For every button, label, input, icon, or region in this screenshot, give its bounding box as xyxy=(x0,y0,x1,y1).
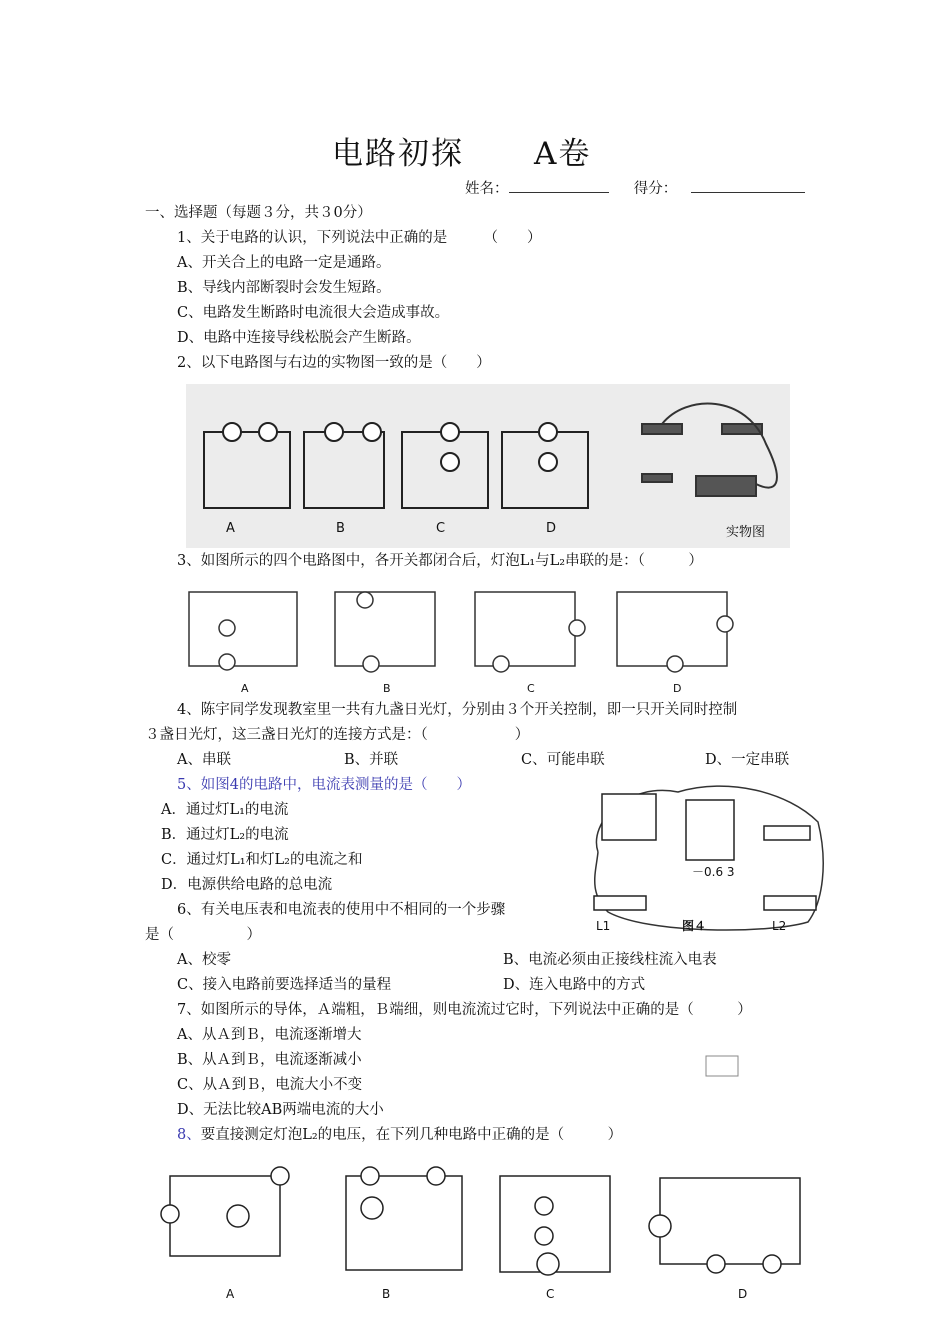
q5-figure-caption: 图４ xyxy=(682,919,707,933)
q3-label-d: D xyxy=(673,682,682,695)
q3-label-c: C xyxy=(527,682,535,695)
q8-label-c: C xyxy=(546,1287,555,1301)
q2-label-a: A xyxy=(226,521,235,536)
q5-option[interactable]: A．通过灯L₁的电流 xyxy=(161,802,289,818)
title-suffix: A卷 xyxy=(534,136,592,172)
page-title xyxy=(332,128,591,173)
q5-meter-label: －0.6 3 xyxy=(692,865,735,879)
q6-option[interactable]: C、接入电路前要选择适当的量程 xyxy=(177,977,392,993)
q7-option[interactable]: D、无法比较AB两端电流的大小 xyxy=(177,1102,384,1118)
q2-label-c: C xyxy=(436,521,446,536)
q5-l1: L1 xyxy=(596,919,611,933)
q6-option[interactable]: B、电流必须由正接线柱流入电表 xyxy=(503,952,717,968)
q4-option[interactable]: A、串联 xyxy=(177,752,231,768)
score-label: 得分： xyxy=(633,181,678,197)
q8-stem-line xyxy=(177,1125,622,1145)
q8-label-d: D xyxy=(738,1287,748,1301)
title-main: 电路初探 xyxy=(332,136,464,172)
section-heading: 一、选择题（每题３分，共３0分） xyxy=(145,205,372,221)
q3-circuit-figure xyxy=(185,584,745,696)
q1-option[interactable]: C、电路发生断路时电流很大会造成事故。 xyxy=(177,305,450,321)
q1-option[interactable]: B、导线内部断裂时会发生短路。 xyxy=(177,280,391,296)
q1-option[interactable]: A、开关合上的电路一定是通路。 xyxy=(177,255,391,271)
q7-small-circuit xyxy=(700,1048,744,1082)
q8-label-b: B xyxy=(382,1287,391,1301)
q4-option[interactable]: D、一定串联 xyxy=(705,752,790,768)
q7-stem: 7、如图所示的导体，Ａ端粗，Ｂ端细，则电流流过它时，下列说法中正确的是（ ） xyxy=(177,1002,752,1018)
q4-line1: 4、陈宇同学发现教室里一共有九盏日光灯，分别由３个开关控制，即一只开关同时控制 xyxy=(177,702,738,718)
q4-option[interactable]: C、可能串联 xyxy=(521,752,605,768)
score-blank xyxy=(691,178,805,193)
q1-option[interactable]: D、电路中连接导线松脱会产生断路。 xyxy=(177,330,421,346)
q8-circuit-figure xyxy=(160,1152,810,1302)
q5-figure-4 xyxy=(588,782,828,934)
q6-option[interactable]: D、连入电路中的方式 xyxy=(503,977,646,993)
q8-label-a: A xyxy=(226,1287,235,1301)
q3-label-b: B xyxy=(383,682,391,695)
q5-option[interactable]: C．通过灯L₁和灯L₂的电流之和 xyxy=(161,852,363,868)
q2-label-d: D xyxy=(546,521,557,536)
q5-option[interactable]: B．通过灯L₂的电流 xyxy=(161,827,289,843)
q2-photo-caption: 实物图 xyxy=(726,525,766,540)
q4-line2: ３盏日光灯，这三盏日光灯的连接方式是：（ ） xyxy=(145,727,530,743)
q6-line2: 是（ ） xyxy=(145,927,261,943)
q7-option[interactable]: C、从Ａ到Ｂ，电流大小不变 xyxy=(177,1077,363,1093)
q5-stem: 5、如图4的电路中，电流表测量的是（ ） xyxy=(177,777,471,793)
q7-option[interactable]: B、从Ａ到Ｂ，电流逐渐减小 xyxy=(177,1052,362,1068)
name-blank xyxy=(509,178,609,193)
q3-stem: 3、如图所示的四个电路图中，各开关都闭合后，灯泡L₁与L₂串联的是：（ ） xyxy=(177,553,703,569)
q2-circuit-figure xyxy=(186,384,790,548)
q2-stem: 2、以下电路图与右边的实物图一致的是（ ） xyxy=(177,355,491,371)
q5-l2: L2 xyxy=(772,919,787,933)
q3-label-a: A xyxy=(241,682,249,695)
q8-stem: 要直接测定灯泡L₂的电压，在下列几种电路中正确的是（ ） xyxy=(200,1127,623,1143)
name-field[interactable] xyxy=(465,178,805,199)
q6-line1: 6、有关电压表和电流表的使用中不相同的一个步骤 xyxy=(177,902,506,918)
q6-option[interactable]: A、校零 xyxy=(177,952,231,968)
q7-option[interactable]: A、从Ａ到Ｂ，电流逐渐增大 xyxy=(177,1027,362,1043)
q5-option[interactable]: D．电源供给电路的总电流 xyxy=(161,877,333,893)
q1-stem: 1、关于电路的认识，下列说法中正确的是 （ ） xyxy=(177,230,542,246)
q2-label-b: B xyxy=(336,521,345,536)
name-label: 姓名： xyxy=(465,181,509,197)
q4-option[interactable]: B、并联 xyxy=(344,752,399,768)
q8-number: 8、 xyxy=(177,1127,201,1143)
